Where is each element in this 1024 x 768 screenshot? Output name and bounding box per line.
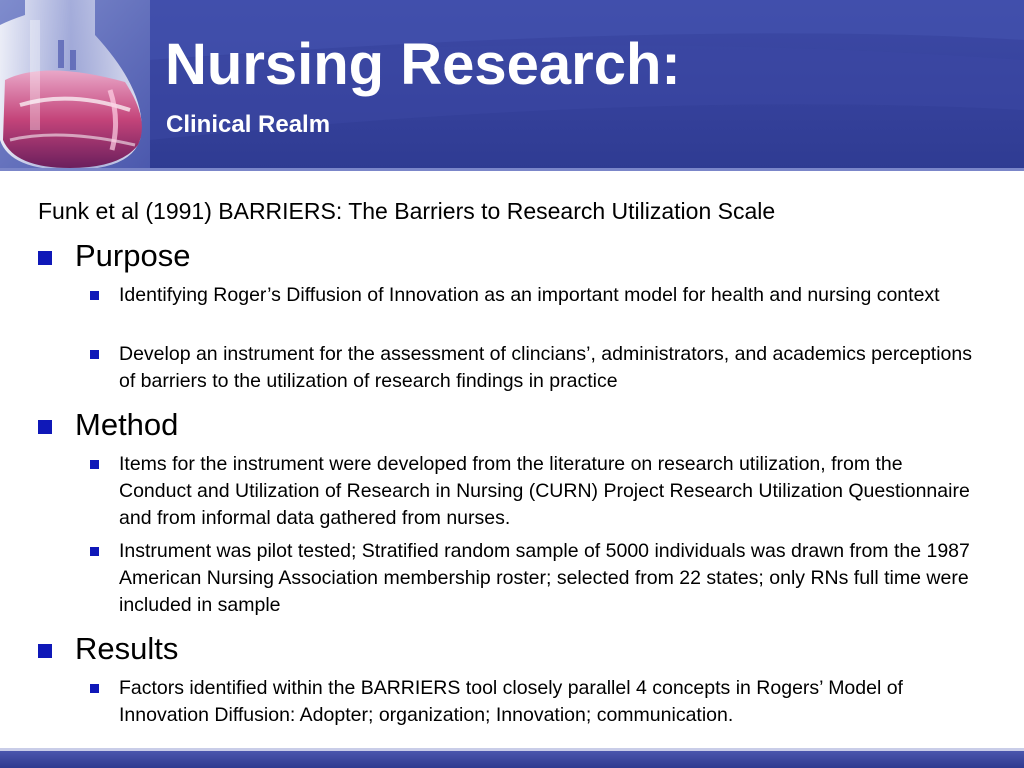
section-heading: Purpose [75,238,191,273]
square-bullet-icon [38,420,52,434]
square-bullet-icon [38,251,52,265]
footer-bar [0,751,1024,768]
bullet-text: Identifying Roger’s Diffusion of Innovation as an important model for health and nursing context [119,284,940,306]
flask-illustration [0,0,150,170]
bullet-text: Develop an instrument for the assessment of clincians’, administrators, and academics perceptions of barriers to the utilization of research findings in practice [119,343,972,392]
flask-photo [0,0,150,170]
section-heading: Results [75,631,179,666]
square-bullet-icon [90,684,99,693]
section-heading: Method [75,407,179,442]
slide-header [0,0,1024,170]
square-bullet-icon [38,644,52,658]
bullet-text: Items for the instrument were developed from the literature on research utilization, from the Conduct and Utilization of Research in Nursing (CURN) Project Research Utilization Questionnaire and from informal data gathered from nurses. [119,453,970,529]
bullet-text: Instrument was pilot tested; Stratified random sample of 5000 individuals was drawn from the 1987 American Nursing Association membership roster; selected from 22 states; only RNs full time were included in sample [119,540,970,616]
square-bullet-icon [90,547,99,556]
intro-line: Funk et al (1991) BARRIERS: The Barriers to Research Utilization Scale [38,198,776,224]
square-bullet-icon [90,460,99,469]
header-divider [0,168,1024,171]
square-bullet-icon [90,291,99,300]
bullet-text: Factors identified within the BARRIERS tool closely parallel 4 concepts in Rogers’ Model of Innovation Diffusion: Adopter; organization; Innovation; communication. [119,677,903,726]
square-bullet-icon [90,350,99,359]
slide-title: Nursing Research: [165,32,681,97]
slide-subtitle: Clinical Realm [166,111,331,138]
